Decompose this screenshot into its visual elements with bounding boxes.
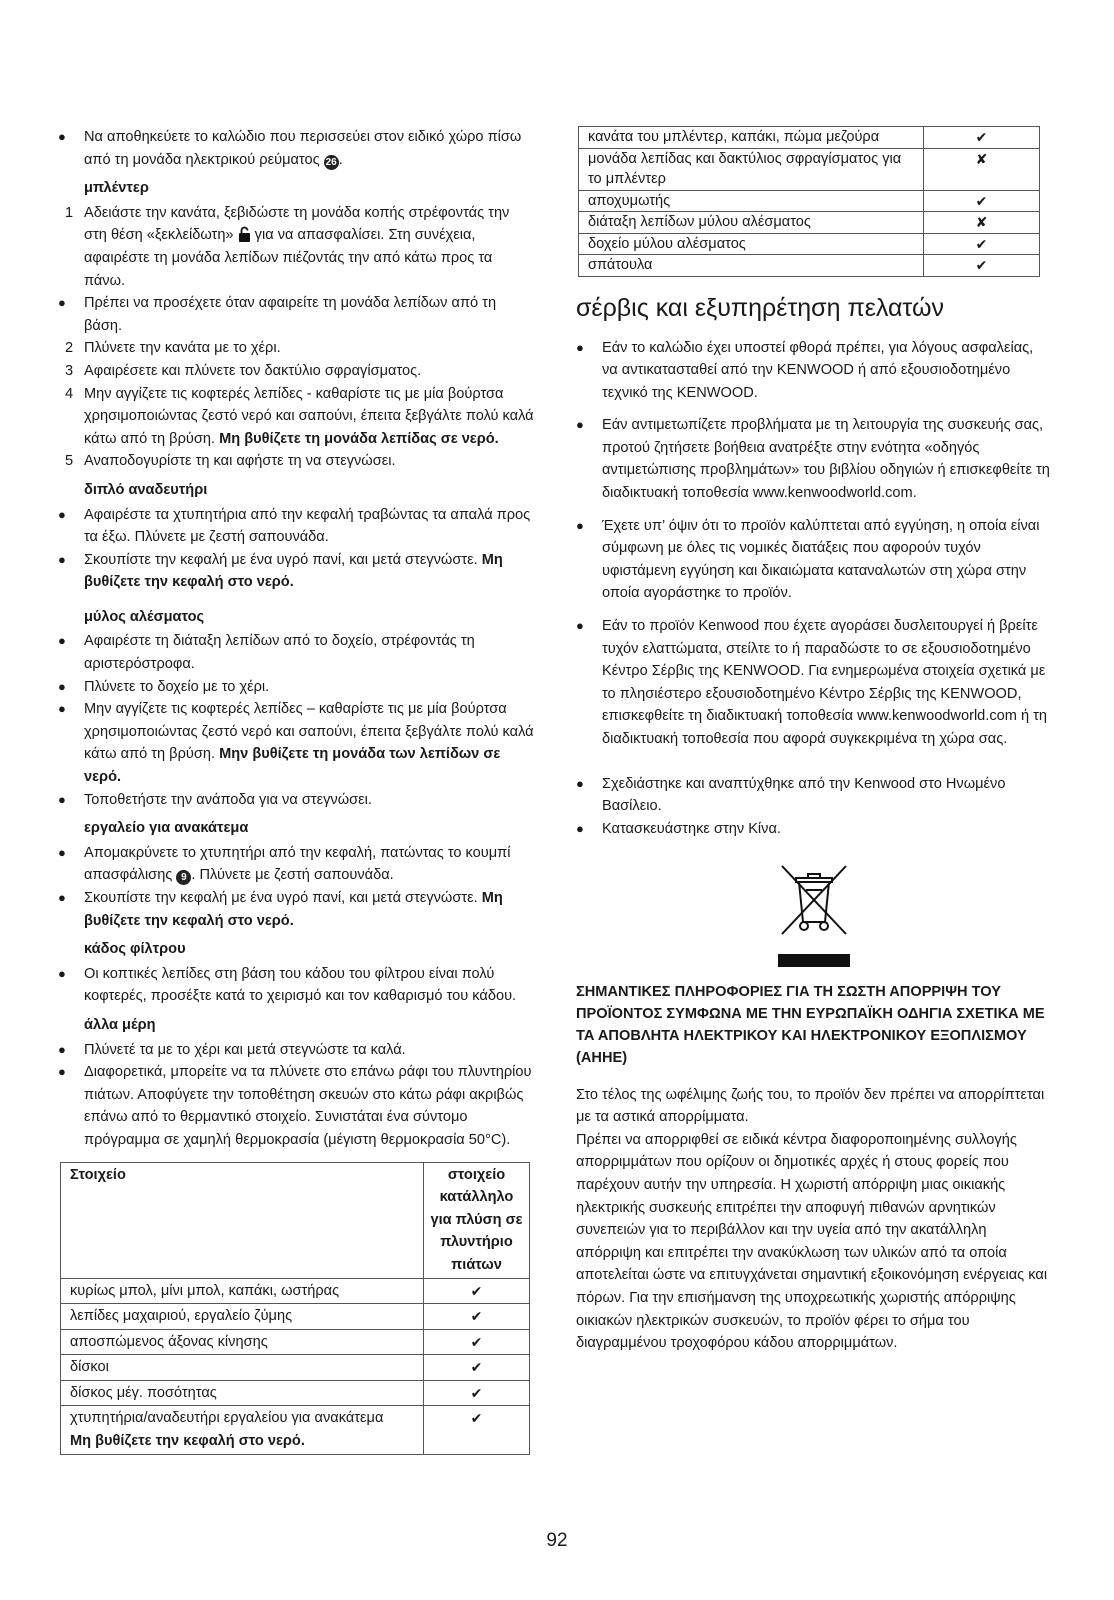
heading-whisk: διπλό αναδευτήρι	[84, 481, 208, 498]
blender-step-3: 3 Αφαιρέσετε και πλύνετε τον δακτύλιο σφραγίσματος.	[65, 362, 422, 379]
table-cell-item: διάταξη λεπίδων μύλου αλέσματος	[579, 212, 924, 234]
filter-bullet-1: ● Οι κοπτικές λεπίδες στη βάση του κάδου του φίλτρου είναι πολύ κοφτερές, προσέξτε κατά το χειρισμό και τον καθαρισμό του κάδου.	[58, 963, 534, 1008]
weee-heading: ΣΗΜΑΝΤΙΚΕΣ ΠΛΗΡΟΦΟΡΙΕΣ ΓΙΑ ΤΗ ΣΩΣΤΗ ΑΠΟΡΡΙΨΗ ΤΟΥ ΠΡΟΪΟΝΤΟΣ ΣΥΜΦΩΝΑ ΜΕ ΤΗΝ ΕΥΡΩΠΑΪΚΗ ΟΔΗΓΙΑ ΣΧΕΤΙΚΑ ΜΕ ΤΑ ΑΠΟΒΛΗΤΑ ΗΛΕΚΤΡΙΚΟΥ ΚΑΙ ΗΛΕΚΤΡΟΝΙΚΟΥ ΕΞΟΠΛΙΣΜΟΥ (ΑΗΗΕ)	[576, 983, 1045, 1066]
ref-9-badge: 9	[176, 870, 191, 885]
crossed-bin-icon	[774, 864, 854, 936]
heading-filter: κάδος φίλτρου	[84, 941, 186, 958]
check-mark-icon: ✔	[924, 233, 1040, 255]
heading-mill: μύλος αλέσματος	[84, 608, 205, 625]
table-row	[579, 148, 1040, 190]
unlock-icon	[238, 226, 251, 242]
table-cell-item: λεπίδες μαχαιριού, εργαλείο ζύμης	[61, 1304, 424, 1330]
table-row	[61, 1304, 530, 1330]
tool-bullet-1: ● Απομακρύνετε το χτυπητήρι από την κεφαλή, πατώντας το κουμπί απασφάλισης 9 . Πλύνετε με ζεστή σαπουνάδα.	[58, 842, 534, 887]
check-mark-icon: ✔	[924, 127, 1040, 149]
service-bullet-5: ● Σχεδιάστηκε και αναπτύχθηκε από την Kenwood στο Ηνωμένο Βασίλειο.	[576, 773, 1051, 818]
mill-bullet-2: ● Πλύνετε το δοχείο με το χέρι.	[58, 676, 534, 699]
dishwasher-table-continued	[578, 126, 1040, 277]
service-bullet-1: ● Εάν το καλώδιο έχει υποστεί φθορά πρέπει, για λόγους ασφαλείας, να αντικατασταθεί από την KENWOOD ή από εξουσιοδοτημένο τεχνικό της KENWOOD.	[576, 337, 1051, 405]
table-header-dishwasher: στοιχείο κατάλληλο για πλύση σε πλυντήριο πιάτων	[424, 1162, 530, 1278]
weee-paragraph-2: Πρέπει να απορριφθεί σε ειδικά κέντρα διαφοροποιημένης συλλογής απορριμμάτων που ορίζουν οι δημοτικές αρχές ή στους φορείς που παρέχουν αυτήν την υπηρεσία. Η χωριστή απόρριψη μιας οικιακής ηλεκτρικής συσκευής επιτρέπει την αποφυγή πιθανών αρνητικών συνεπειών για το περιβάλλον και την υγεία από την ακατάλληλη απόρριψη και επιτρέπει την ανακύκλωση των υλικών από τα οποία αποτελείται ώστε να επιτυγχάνεται σημαντική εξοικονόμηση ενέργειας και πόρων. Για την επισήμανση της υποχρεωτικής χωριστής απόρριψης οικιακών ηλεκτρικών συσκευών, το προϊόν φέρει το σήμα του διαγραμμένου τροχοφόρου κάδου απορριμμάτων.	[576, 1131, 1048, 1352]
table-cell-item: κυρίως μπολ, μίνι μπολ, καπάκι, ωστήρας	[61, 1278, 424, 1304]
table-row	[579, 233, 1040, 255]
table-cell-item: δίσκοι	[61, 1355, 424, 1381]
table-cell-item: αποχυμωτής	[579, 190, 924, 212]
check-mark-icon: ✔	[924, 255, 1040, 277]
other-bullet-2: ● Διαφορετικά, μπορείτε να τα πλύνετε στο επάνω ράφι του πλυντηρίου πιάτων. Αποφύγετε την τοποθέτηση σκευών στο κάτω ράφι ακριβώς επάνω από το θερμαντικό στοιχείο. Συνιστάται ένα σύντομο πρόγραμμα σε χαμηλή θερμοκρασία (μέγιστη θερμοκρασία 50°C).	[58, 1061, 534, 1151]
table-row	[61, 1278, 530, 1304]
cross-mark-icon: ✘	[924, 212, 1040, 234]
table-header-row	[61, 1162, 530, 1278]
blender-step-2: 2 Πλύνετε την κανάτα με το χέρι.	[65, 340, 281, 357]
table-cell-item: σπάτουλα	[579, 255, 924, 277]
whisk-bullet-2: ● Σκουπίστε την κεφαλή με ένα υγρό πανί, και μετά στεγνώστε. Μη βυθίζετε την κεφαλή στο νερό.	[58, 549, 534, 594]
service-bullet-6: ● Κατασκευάστηκε στην Κίνα.	[576, 818, 1051, 841]
table-cell-item: κανάτα του μπλέντερ, καπάκι, πώμα μεζούρα	[579, 127, 924, 149]
heading-blend-tool: εργαλείο για ανακάτεμα	[84, 820, 249, 837]
ref-26-badge: 26	[325, 156, 337, 168]
service-bullet-2: ● Εάν αντιμετωπίζετε προβλήματα με τη λειτουργία της συσκευής σας, προτού ζητήσετε βοήθεια ανατρέξτε στην ενότητα «οδηγός αντιμετώπισης προβλημάτων» του βιβλίου οδηγιών ή επισκεφθείτε τη διαδικτυακή τοποθεσία www.kenwoodworld.com.	[576, 414, 1051, 504]
table-row	[579, 212, 1040, 234]
check-mark-icon: ✔	[924, 190, 1040, 212]
blender-careful-bullet: ● Πρέπει να προσέχετε όταν αφαιρείτε τη μονάδα λεπίδων από τη βάση.	[58, 292, 534, 337]
heading-blender: μπλέντερ	[84, 180, 149, 197]
table-cell-item: μονάδα λεπίδας και δακτύλιος σφραγίσματος για το μπλέντερ	[579, 148, 924, 190]
blender-step-1: 1 Αδειάστε την κανάτα, ξεβιδώστε τη μονάδα κοπής στρέφοντάς την στη θέση «ξεκλείδωτη» για να απασφαλίσει. Στη συνέχεια, αφαιρέστε τη μονάδα λεπίδων πιέζοντάς την από κάτω προς τα πάνω.	[65, 204, 510, 289]
check-mark-icon: ✔	[424, 1304, 530, 1330]
blender-step-5: 5 Αναποδογυρίστε τη και αφήστε τη να στεγνώσει.	[65, 453, 396, 470]
table-footnote: Μη βυθίζετε την κεφαλή στο νερό.	[70, 1433, 305, 1450]
left-column	[58, 126, 534, 1455]
check-mark-icon: ✔	[424, 1355, 530, 1381]
mill-bullet-1: ● Αφαιρέστε τη διάταξη λεπίδων από το δοχείο, στρέφοντάς τη αριστερόστροφα.	[58, 630, 534, 675]
blender-step-4: 4 Μην αγγίζετε τις κοφτερές λεπίδες - καθαρίστε τις με μία βούρτσα χρησιμοποιώντας ζεστό νερό και σαπούνι, έπειτα ξεβγάλτε πολύ καλά κάτω από τη βρύση. Μη βυθίζετε τη μονάδα λεπίδας σε νερό.	[65, 385, 534, 447]
table-cell-item: αποσπώμενος άξονας κίνησης	[61, 1329, 424, 1355]
cross-mark-icon: ✘	[924, 148, 1040, 190]
table-header-item: Στοιχείο	[61, 1162, 424, 1278]
weee-paragraph-1: Στο τέλος της ωφέλιμης ζωής του, το προϊόν δεν πρέπει να απορρίπτεται με τα αστικά απορρίμματα.	[576, 1086, 1045, 1126]
table-row	[61, 1329, 530, 1355]
table-cell-item	[61, 1406, 424, 1454]
cord-storage-bullet: ● Να αποθηκεύετε το καλώδιο που περισσεύει στον ειδικό χώρο πίσω από τη μονάδα ηλεκτρικού ρεύματος 26 .	[58, 126, 534, 171]
tool-bullet-2: ● Σκουπίστε την κεφαλή με ένα υγρό πανί, και μετά στεγνώστε. Μη βυθίζετε την κεφαλή στο νερό.	[58, 887, 534, 932]
dishwasher-table	[60, 1162, 530, 1455]
page-number: 92	[546, 1530, 568, 1551]
weee-symbol	[576, 864, 1051, 967]
check-mark-icon: ✔	[424, 1329, 530, 1355]
whisk-bullet-1: ● Αφαιρέστε τα χτυπητήρια από την κεφαλή τραβώντας τα απαλά προς τα έξω. Πλύνετε με ζεστή σαπουνάδα.	[58, 504, 534, 549]
table-cell-item-text: χτυπητήρια/αναδευτήρι εργαλείου για ανακάτεμα	[70, 1410, 384, 1427]
table-row	[579, 127, 1040, 149]
table-row	[61, 1355, 530, 1381]
weee-bar	[778, 954, 850, 967]
check-mark-icon: ✔	[424, 1278, 530, 1304]
table-row	[579, 255, 1040, 277]
mill-bullet-3: ● Μην αγγίζετε τις κοφτερές λεπίδες – καθαρίστε τις με μία βούρτσα χρησιμοποιώντας ζεστό νερό και σαπούνι, έπειτα ξεβγάλτε πολύ καλά κάτω από τη βρύση. Μην βυθίζετε τη μονάδα των λεπίδων σε νερό.	[58, 698, 534, 788]
table-row	[61, 1380, 530, 1406]
table-row	[579, 190, 1040, 212]
service-bullet-4: ● Εάν το προϊόν Kenwood που έχετε αγοράσει δυσλειτουργεί ή βρείτε τυχόν ελαττώματα, στείλτε το ή παραδώστε το σε εξουσιοδοτημένο Κέντρο Σέρβις της KENWOOD. Για ενημερωμένα στοιχεία σχετικά με το πλησιέστερο εξουσιοδοτημένο Κέντρο Σέρβις της KENWOOD, επισκεφθείτε τη διαδικτυακή τοποθεσία www.kenwoodworld.com ή τη διαδικτυακή τοποθεσία που αφορά συγκεκριμένα τη χώρα σας.	[576, 615, 1051, 751]
check-mark-icon: ✔	[424, 1380, 530, 1406]
other-bullet-1: ● Πλύνετέ τα με το χέρι και μετά στεγνώστε τα καλά.	[58, 1039, 534, 1062]
check-mark-icon: ✔	[424, 1406, 530, 1454]
service-title: σέρβις και εξυπηρέτηση πελατών	[576, 293, 944, 322]
table-cell-item: δοχείο μύλου αλέσματος	[579, 233, 924, 255]
mill-bullet-4: ● Τοποθετήστε την ανάποδα για να στεγνώσει.	[58, 789, 534, 812]
right-column	[576, 126, 1051, 1355]
heading-other-parts: άλλα μέρη	[84, 1016, 156, 1033]
service-bullet-3: ● Έχετε υπ’ όψιν ότι το προϊόν καλύπτεται από εγγύηση, η οποία είναι σύμφωνη με όλες τις νομικές διατάξεις που αφορούν τυχόν υφιστάμενη εγγύηση και δικαιώματα καταναλωτών στη χώρα στην οποία αγοράστηκε το προϊόν.	[576, 515, 1051, 605]
table-row	[61, 1406, 530, 1454]
table-cell-item: δίσκος μέγ. ποσότητας	[61, 1380, 424, 1406]
